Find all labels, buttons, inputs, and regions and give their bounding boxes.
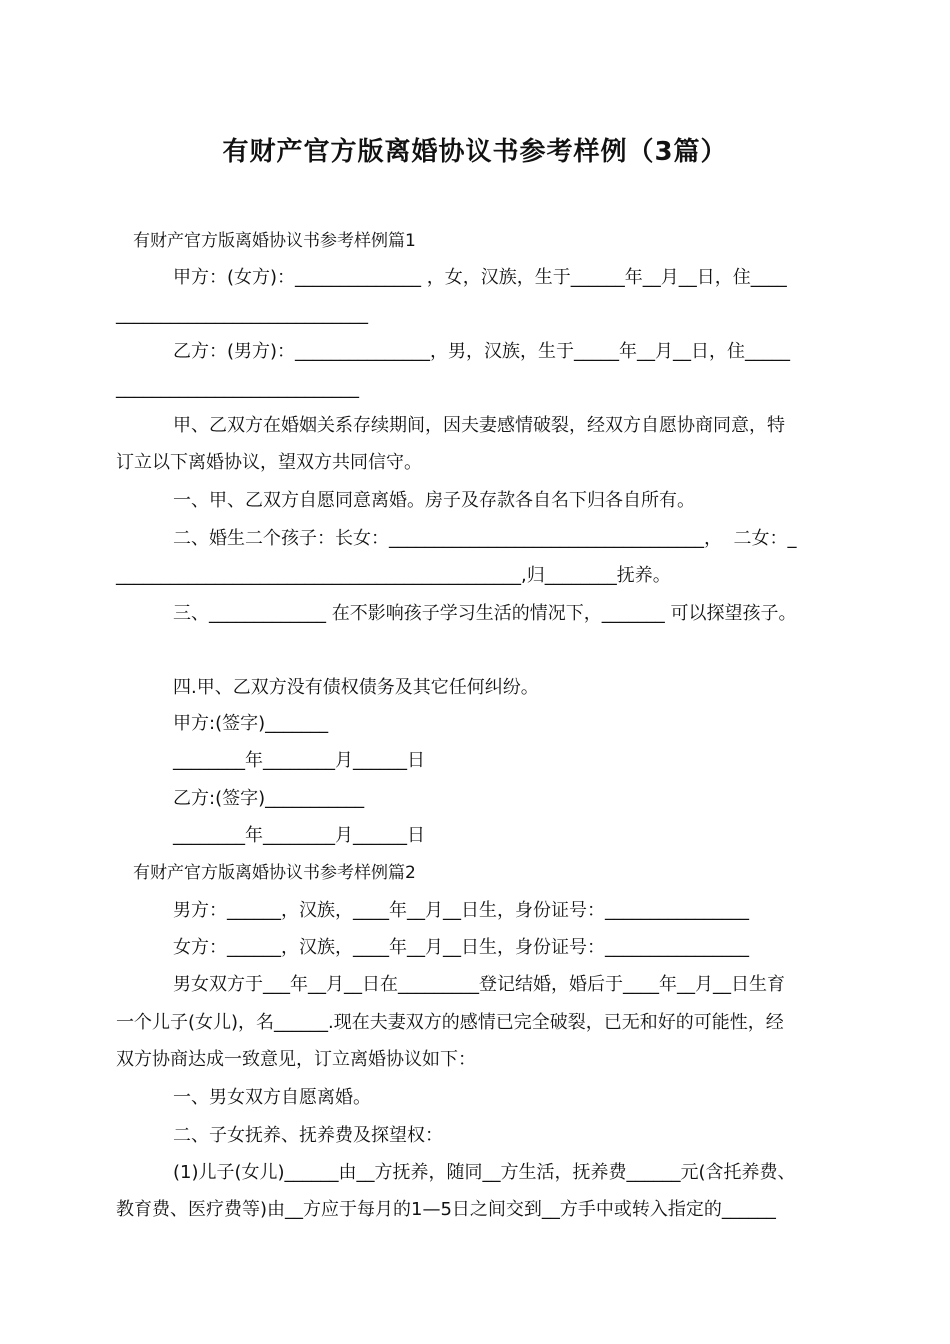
intro-paragraph-line-2: 订立以下离婚协议，望双方共同信守。 bbox=[116, 452, 422, 473]
clause-4: 四.甲、乙双方没有债权债务及其它任何纠纷。 bbox=[173, 677, 539, 698]
custody-item-line-1: (1)儿子(女儿)______由__方抚养，随同__方生活，抚养费______元(含托养费、 bbox=[173, 1162, 796, 1183]
section-heading-1: 有财产官方版离婚协议书参考样例篇1 bbox=[133, 231, 416, 251]
marriage-paragraph-line-2: 一个儿子(女儿)，名______.现在夫妻双方的感情已完全破裂，已无和好的可能性，经 bbox=[116, 1012, 784, 1033]
section2-clause-2: 二、子女抚养、抚养费及探望权： bbox=[173, 1125, 443, 1146]
clause-3: 三、_____________ 在不影响孩子学习生活的情况下，_______ 可以探望孩子。 bbox=[173, 603, 797, 624]
party-b-signature-date: ________年________月______日 bbox=[173, 825, 425, 846]
party-a-signature: 甲方:(签字)_______ bbox=[173, 713, 329, 734]
marriage-paragraph-line-1: 男女双方于___年__月__日在_________登记结婚，婚后于____年__月__日生育 bbox=[173, 974, 785, 995]
clause-2-line-2: _____________________________________________,归________抚养。 bbox=[116, 565, 671, 586]
party-a-line: 甲方：(女方)：______________ ，女，汉族，生于______年__月__日，住____ bbox=[173, 267, 787, 288]
custody-item-line-2: 教育费、医疗费等)由__方应于每月的1—5日之间交到__方手中或转入指定的______ bbox=[116, 1199, 776, 1220]
party-b-address-continuation: ___________________________ bbox=[116, 378, 359, 399]
section2-clause-1: 一、男女双方自愿离婚。 bbox=[173, 1087, 371, 1108]
marriage-paragraph-line-3: 双方协商达成一致意见，订立离婚协议如下： bbox=[116, 1049, 476, 1070]
document-title: 有财产官方版离婚协议书参考样例（3篇） bbox=[222, 137, 728, 167]
party-b-line: 乙方：(男方)：_______________，男，汉族，生于_____年__月__日，住_____ bbox=[173, 341, 791, 362]
party-a-address-continuation: ____________________________ bbox=[116, 304, 368, 325]
party-a-signature-date: ________年________月______日 bbox=[173, 750, 425, 771]
clause-2-line-1: 二、婚生二个孩子：长女：___________________________________， 二女：_ bbox=[173, 528, 797, 549]
clause-1: 一、甲、乙双方自愿同意离婚。房子及存款各自名下归各自所有。 bbox=[173, 490, 695, 511]
party-b-signature: 乙方:(签字)___________ bbox=[173, 788, 365, 809]
wife-line: 女方：______，汉族，____年__月__日生，身份证号：________________ bbox=[173, 937, 749, 958]
section-heading-2: 有财产官方版离婚协议书参考样例篇2 bbox=[133, 863, 416, 883]
husband-line: 男方：______，汉族，____年__月__日生，身份证号：________________ bbox=[173, 900, 749, 921]
intro-paragraph-line-1: 甲、乙双方在婚姻关系存续期间，因夫妻感情破裂，经双方自愿协商同意，特 bbox=[173, 415, 785, 436]
